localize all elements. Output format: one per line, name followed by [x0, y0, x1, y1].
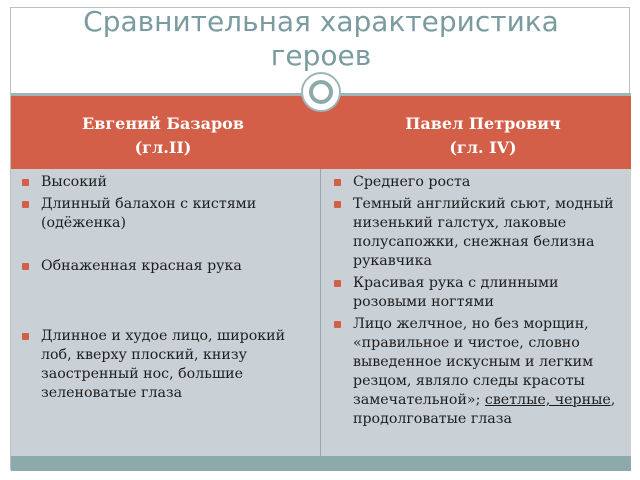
list-item: Среднего роста	[331, 173, 629, 192]
list-item-text: Лицо желчное, но без морщин, «правильное и чистое, словно выведенное искусным и легким резцом, являло следы красоты замечательной»;	[353, 316, 594, 408]
list-item-text-end: , продолговатые глаза	[353, 392, 616, 427]
heading-chapter: (гл. IV)	[449, 138, 517, 157]
list-item: Красивая рука с длинными розовыми ногтями	[331, 274, 629, 312]
bazarov-traits-list	[19, 173, 309, 406]
heading-name: Евгений Базаров	[82, 114, 244, 133]
heading-chapter: (гл.II)	[134, 138, 192, 157]
circle-ornament-icon	[301, 72, 341, 112]
footer-band	[11, 456, 631, 471]
list-item	[331, 315, 629, 429]
list-item: Высокий	[19, 173, 309, 192]
slide	[10, 7, 630, 470]
column-heading-bazarov	[73, 112, 253, 160]
pavel-traits-list	[331, 173, 629, 432]
list-item: Темный английский сьют, модный низенький галстух, лаковые полусапожки, снежная белизна рукавчика	[331, 195, 629, 271]
column-divider	[320, 169, 321, 456]
list-item: Обнаженная красная рука	[19, 257, 309, 276]
slide-title-line-2: героев	[270, 39, 372, 72]
list-item: Длинное и худое лицо, широкий лоб, кверху плоский, книзу заостренный нос, большие зеленоватые глаза	[19, 327, 309, 403]
heading-name: Павел Петрович	[405, 114, 561, 133]
underlined-text: светлые, черные	[484, 392, 611, 408]
table-body	[11, 169, 631, 456]
column-heading-pavel-petrovich	[385, 112, 581, 160]
slide-title	[11, 5, 631, 73]
list-item: Длинный балахон с кистями (одёженка)	[19, 195, 309, 233]
slide-title-line-1: Сравнительная характеристика	[83, 5, 559, 38]
